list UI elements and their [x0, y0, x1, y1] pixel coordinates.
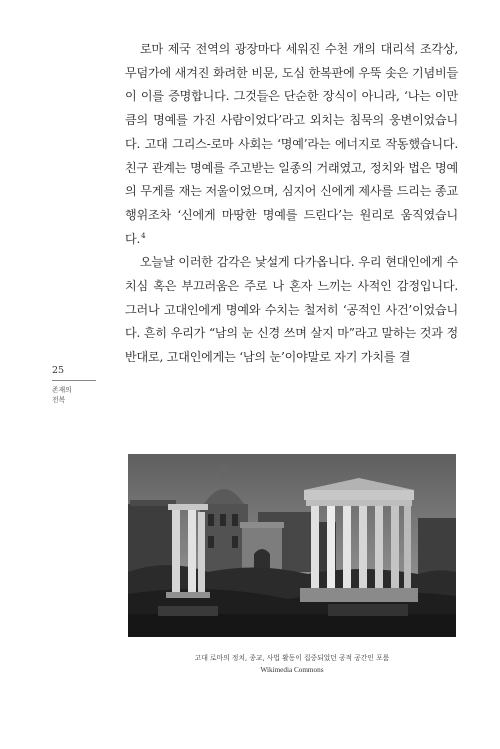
running-title: 존재의 전복 [52, 386, 72, 404]
margin-note [52, 365, 96, 405]
figure-caption [128, 652, 456, 676]
paragraph-2-text: 오늘날 이러한 감각은 낯설게 다가옵니다. 우리 현대인에게 수치심 혹은 부끄러움은 주로 나 혼자 느끼는 사적인 감정입니다. 그러나 고대인에게 명예와 수치는 철저히 ‘공적인 사건’이었습니다. 흔히 우리가 “남의 눈 신경 쓰며 살지 마”라고 말하는 것과 정반대로, 고대인에게는 ‘남의 눈’이야말로 자기 가치를 결 [125, 255, 458, 365]
page-number: 25 [52, 365, 65, 376]
caption-text: 고대 로마의 정치, 종교, 사법 활동이 집중되었던 공적 공간인 포룸 [194, 654, 390, 662]
paragraph-1-text: 로마 제국 전역의 광장마다 세워진 수천 개의 대리석 조각상, 무덤가에 새겨진 화려한 비문, 도심 한복판에 우뚝 솟은 기념비들이 이를 증명합니다. 그것들은 단순한 장식이 아니라, ‘나는 이만큼의 명예를 가진 사람이었다’라고 외치는 침묵의 웅변이었습니다. 고대 그리스-로마 사회는 ‘명예’라는 에너지로 작동했습니다. 친구 관계는 명예를 주고받는 일종의 거래였고, 정치와 법은 명예의 무게를 재는 저울이었으며, 심지어 신에게 제사를 드리는 종교 행위조차 ‘신에게 마땅한 명예를 드린다’는 원리로 움직였습니다. [125, 42, 458, 246]
footnote-ref[interactable]: 4 [141, 231, 146, 240]
forum-photo [128, 454, 456, 637]
margin-rule [52, 380, 96, 381]
paragraph-1 [125, 38, 458, 251]
body-text [125, 38, 458, 370]
photo-credit: Wikimedia Commons [260, 666, 324, 674]
paragraph-2 [125, 251, 458, 370]
